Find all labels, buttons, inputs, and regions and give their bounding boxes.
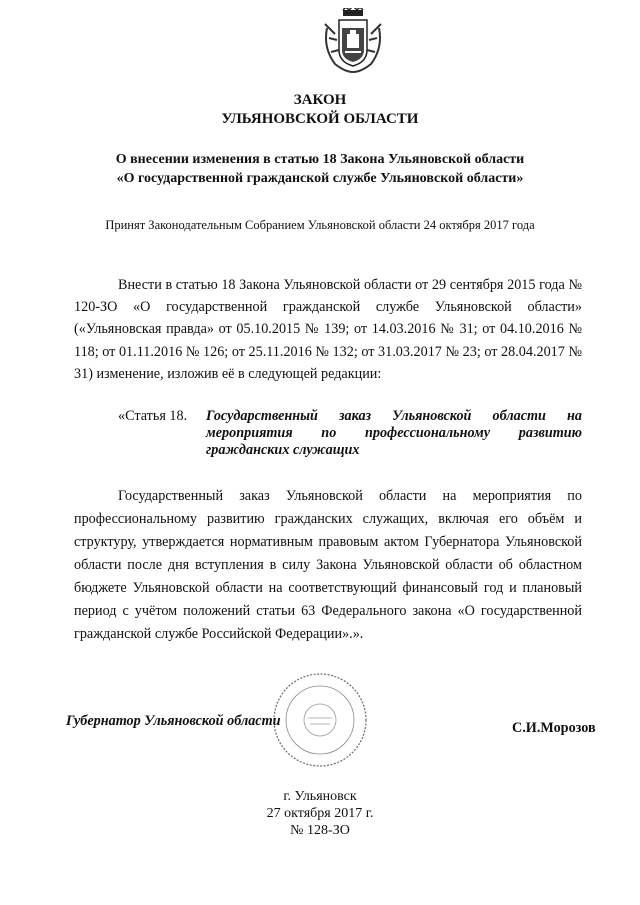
governor-signature-name: С.И.Морозов xyxy=(512,720,596,736)
document-title: ЗАКОН xyxy=(293,92,347,108)
subject-line-1: О внесении изменения в статью 18 Закона Ульяновской области xyxy=(115,152,525,167)
issue-city: г. Ульяновск xyxy=(283,789,357,804)
article-label: «Статья 18. xyxy=(118,408,188,424)
governor-title: Губернатор Ульяновской области xyxy=(66,713,281,729)
issue-date: 27 октября 2017 г. xyxy=(266,806,374,821)
body-paragraph-1: Внести в статью 18 Закона Ульяновской области от 29 сентября 2015 года № 120-ЗО «О государственной гражданской службе Ульяновской области» («Ульяновская правда» от 05.10.2015 № 139; от 14.03.2016 № 31; от 04.10.2016 № 118; от 01.11.2016 № 126; от 25.11.2016 № 132; от 31.03.2017 № 23; от 28.04.2017 № 31) изменение, изложив её в следующей редакции: xyxy=(74,277,582,382)
coat-of-arms-icon xyxy=(321,8,385,74)
law-number: № 128-ЗО xyxy=(290,823,350,838)
document-footer xyxy=(0,788,640,839)
adoption-note: Принят Законодательным Собранием Ульяновской области 24 октября 2017 года xyxy=(105,218,535,232)
article-heading: Государственный заказ Ульяновской области на мероприятия по профессиональному развитию гражданских служащих xyxy=(206,408,582,458)
document-subject xyxy=(0,150,640,188)
subject-line-2: «О государственной гражданской службе Ульяновской области» xyxy=(116,171,524,186)
document-region: УЛЬЯНОВСКОЙ ОБЛАСТИ xyxy=(221,111,419,127)
body-paragraph-2: Государственный заказ Ульяновской области на мероприятия по профессиональному развитию гражданских служащих, включая его объём и структуру, утверждается нормативным правовым актом Губернатора Ульяновской области после дня вступления в силу Закона Ульяновской области об областном бюджете Ульяновской области на соответствующий финансовый год и плановый период с учётом положений статьи 63 Федерального закона «О государственной гражданской службе Российской Федерации».». xyxy=(74,488,582,642)
official-stamp-icon xyxy=(268,670,372,770)
